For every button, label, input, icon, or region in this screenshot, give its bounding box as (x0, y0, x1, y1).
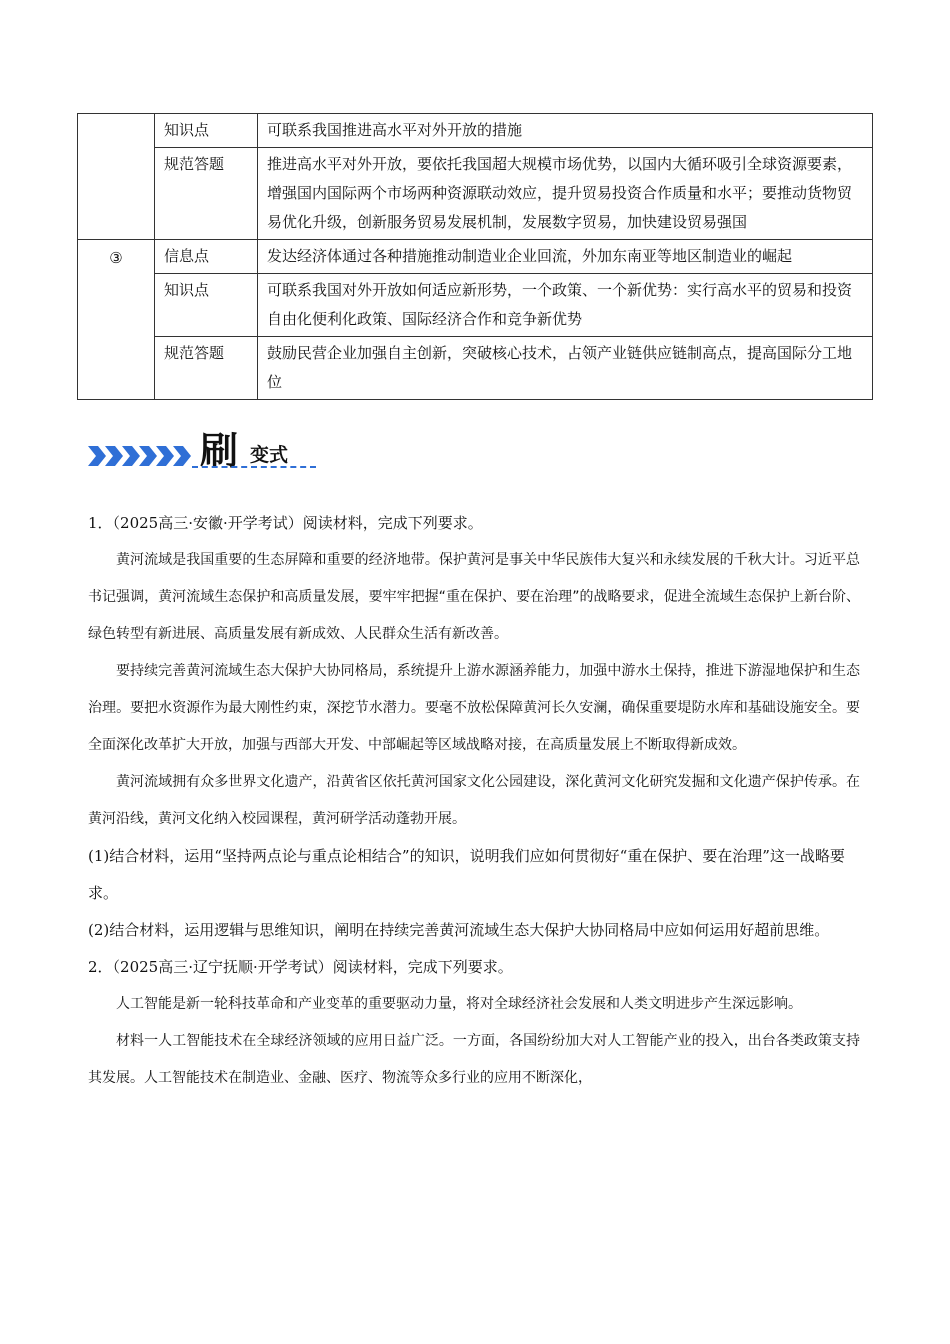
question-2-paragraph: 人工智能是新一轮科技革命和产业变革的重要驱动力量，将对全球经济社会发展和人类文明进步产生深远影响。 (116, 996, 802, 1012)
table-row (78, 337, 873, 400)
question-1-paragraph: 黄河流域拥有众多世界文化遗产，沿黄省区依托黄河国家文化公园建设，深化黄河文化研究发掘和文化遗产保护传承。在黄河沿线，黄河文化纳入校园课程，黄河研学活动蓬勃开展。 (88, 774, 860, 827)
question-1-paragraph: 要持续完善黄河流域生态大保护大协同格局，系统提升上游水源涵养能力，加强中游水土保持，推进下游湿地保护和生态治理。要把水资源作为最大刚性约束，深挖节水潜力。要毫不放松保障黄河长久安澜，确保重要堤防水库和基础设施安全。要全面深化改革扩大开放，加强与西部大开发、中部崛起等区域战略对接，在高质量发展上不断取得新成效。 (88, 663, 860, 753)
questions (88, 505, 860, 1097)
table-row (78, 148, 873, 240)
table-cell-label: 知识点 (155, 114, 258, 148)
banner-label: 变式 (250, 444, 289, 466)
table-cell-text: 可联系我国推进高水平对外开放的措施 (258, 114, 873, 148)
table-cell-label: 规范答题 (155, 337, 258, 400)
table-row (78, 274, 873, 337)
chevrons-icon (88, 444, 192, 468)
question-2-header: 2．（2025高三·辽宁抚顺·开学考试）阅读材料，完成下列要求。 (88, 958, 513, 976)
table-cell-label: 知识点 (155, 274, 258, 337)
table-cell-num (78, 114, 155, 240)
table-cell-label: 信息点 (155, 240, 258, 274)
banner-underline (192, 466, 316, 468)
banner-brush-char: 刷 (200, 429, 237, 473)
question-1-sub-2: (2)结合材料，运用逻辑与思维知识，阐明在持续完善黄河流域生态大保护大协同格局中应如何运用好超前思维。 (88, 921, 830, 939)
section-banner (88, 420, 328, 476)
question-1-header: 1．（2025高三·安徽·开学考试）阅读材料，完成下列要求。 (88, 514, 483, 532)
table-cell-text: 发达经济体通过各种措施推动制造业企业回流，外加东南亚等地区制造业的崛起 (258, 240, 873, 274)
question-1-sub-1: (1)结合材料，运用“坚持两点论与重点论相结合”的知识，说明我们应如何贯彻好“重在保护、要在治理”这一战略要求。 (88, 847, 845, 902)
table-row (78, 240, 873, 274)
table-row (78, 114, 873, 148)
table-cell-num: ③ (78, 240, 155, 400)
question-2-paragraph: 材料一人工智能技术在全球经济领域的应用日益广泛。一方面，各国纷纷加大对人工智能产业的投入，出台各类政策支持其发展。人工智能技术在制造业、金融、医疗、物流等众多行业的应用不断深化， (88, 1033, 860, 1086)
answer-table (77, 113, 873, 400)
question-1-paragraph: 黄河流域是我国重要的生态屏障和重要的经济地带。保护黄河是事关中华民族伟大复兴和永续发展的千秋大计。习近平总书记强调，黄河流域生态保护和高质量发展，要牢牢把握“重在保护、要在治理”的战略要求，促进全流域生态保护上新台阶、绿色转型有新进展、高质量发展有新成效、人民群众生活有新改善。 (88, 552, 860, 642)
table-cell-text: 可联系我国对外开放如何适应新形势，一个政策、一个新优势：实行高水平的贸易和投资自由化便利化政策、国际经济合作和竞争新优势 (258, 274, 873, 337)
table-cell-text: 鼓励民营企业加强自主创新，突破核心技术，占领产业链供应链制高点，提高国际分工地位 (258, 337, 873, 400)
table-cell-label: 规范答题 (155, 148, 258, 240)
table-cell-text: 推进高水平对外开放，要依托我国超大规模市场优势，以国内大循环吸引全球资源要素，增强国内国际两个市场两种资源联动效应，提升贸易投资合作质量和水平；要推动货物贸易优化升级，创新服务贸易发展机制，发展数字贸易，加快建设贸易强国 (258, 148, 873, 240)
